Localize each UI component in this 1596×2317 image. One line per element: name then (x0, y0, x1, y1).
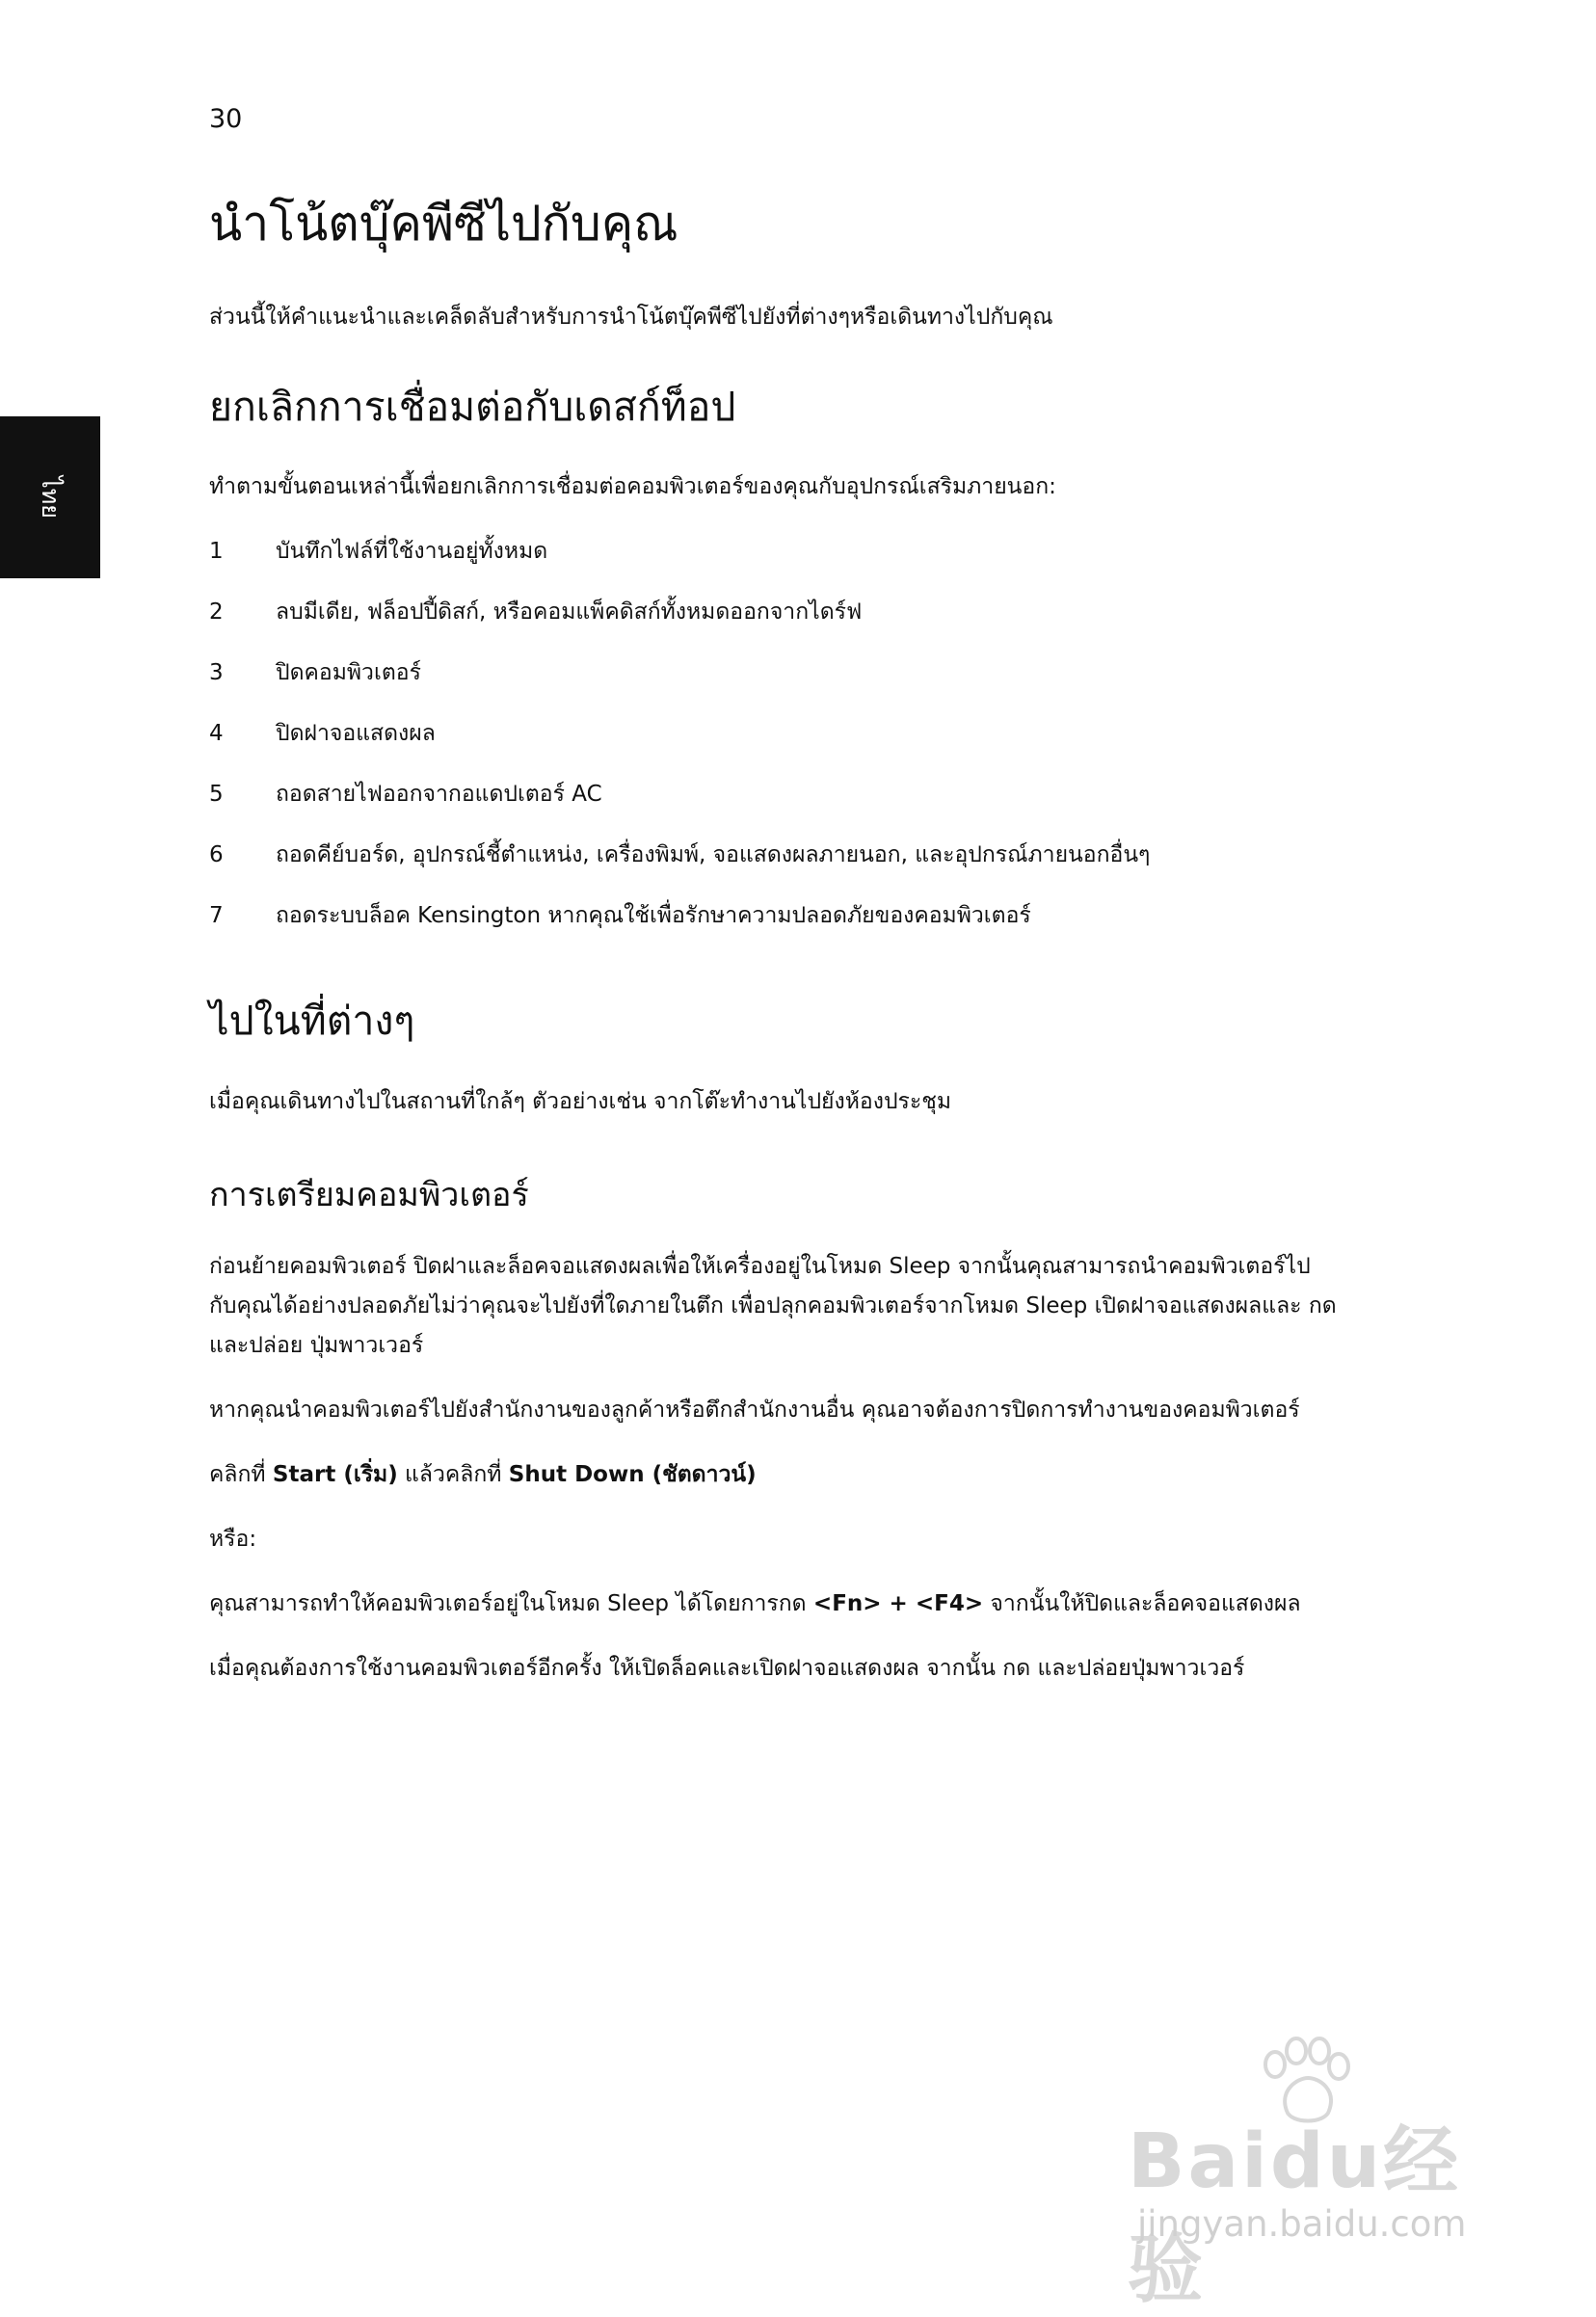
page-content (209, 193, 1337, 1714)
page-number: 30 (209, 104, 243, 134)
step-number: 5 (209, 782, 224, 808)
step-text: ลบมีเดีย, ฟล็อปปี้ดิสก์, หรือคอมแพ็คดิสก์ทั้งหมดออกจากไดร์ฟ (276, 599, 863, 626)
step-number: 4 (209, 721, 224, 747)
resume-paragraph: เมื่อคุณต้องการใช้งานคอมพิวเตอร์อีกครั้ง ให้เปิดล็อคและเปิดฝาจอแสดงผล จากนั้น กด และปล่อยปุ่มพาวเวอร์ (209, 1655, 1245, 1681)
step-text: ปิดฝาจอแสดงผล (276, 721, 436, 747)
section-heading-disconnect: ยกเลิกการเชื่อมต่อกับเดสก์ท็อป (209, 384, 736, 430)
step-number: 2 (209, 599, 224, 626)
preparing-paragraph-2: หากคุณนำคอมพิวเตอร์ไปยังสำนักงานของลูกค้าหรือตึกสำนักงานอื่น คุณอาจต้องการปิดการทำงานของคอมพิวเตอร์ (209, 1397, 1300, 1423)
section-disconnect-intro: ทำตามขั้นตอนเหล่านี้เพื่อยกเลิกการเชื่อมต่อคอมพิวเตอร์ของคุณกับอุปกรณ์เสริมภายนอก: (209, 474, 1056, 500)
sleep-hotkey: <Fn> + <F4> (812, 1590, 984, 1616)
list-item (209, 896, 1337, 936)
preparing-paragraph-1: ก่อนย้ายคอมพิวเตอร์ ปิดฝาและล็อคจอแสดงผลเพื่อให้เครื่องอยู่ในโหมด Sleep จากนั้นคุณสามารถนำคอมพิวเตอร์ไปกับคุณได้อย่างปลอดภัยไม่ว่าคุณจะไปยังที่ใดภายในตึก เพื่อปลุกคอมพิวเตอร์จากโหมด Sleep เปิดฝาจอแสดงผลและ กด และปล่อย ปุ่มพาวเวอร์ (209, 1253, 1337, 1358)
baidu-watermark (1118, 2034, 1503, 2313)
step-text: ปิดคอมพิวเตอร์ (276, 660, 421, 686)
shutdown-instruction (209, 1455, 1337, 1495)
step-number: 7 (209, 903, 224, 929)
intro-paragraph: ส่วนนี้ให้คำแนะนำและเคล็ดลับสำหรับการนำโน้ตบุ๊คพีซีไปยังที่ต่างๆหรือเดินทางไปกับคุณ (209, 305, 1053, 330)
instruction-text: แล้วคลิกที่ (397, 1461, 509, 1487)
instruction-text: คุณสามารถทำให้คอมพิวเตอร์อยู่ในโหมด Sleep ได้โดยการกด (209, 1590, 813, 1616)
list-item (209, 775, 1337, 814)
list-item (209, 714, 1337, 754)
subsection-heading-preparing: การเตรียมคอมพิวเตอร์ (209, 1175, 529, 1214)
section-moving-intro: เมื่อคุณเดินทางไปในสถานที่ใกล้ๆ ตัวอย่างเช่น จากโต๊ะทำงานไปยังห้องประชุม (209, 1088, 952, 1114)
list-item (209, 653, 1337, 693)
step-text: ถอดคีย์บอร์ด, อุปกรณ์ชี้ตำแหน่ง, เครื่องพิมพ์, จอแสดงผลภายนอก, และอุปกรณ์ภายนอกอื่นๆ (276, 842, 1151, 868)
watermark-brand: Baidu经验 (1128, 2118, 1462, 2313)
shutdown-label: Shut Down (ชัตดาวน์) (508, 1461, 757, 1487)
list-item (209, 593, 1337, 632)
watermark-url: jingyan.baidu.com (1137, 2203, 1467, 2245)
sleep-instruction (209, 1585, 1337, 1624)
or-text: หรือ: (209, 1526, 257, 1552)
step-number: 6 (209, 842, 224, 868)
start-menu-label: Start (เริ่ม) (272, 1461, 398, 1487)
instruction-text: จากนั้นให้ปิดและล็อคจอแสดงผล (983, 1590, 1301, 1616)
list-item (209, 836, 1337, 875)
step-number: 1 (209, 539, 224, 565)
step-text: บันทึกไฟล์ที่ใช้งานอยู่ทั้งหมด (276, 539, 548, 565)
language-label: ไทย (37, 476, 65, 519)
step-text: ถอดสายไฟออกจากอแดปเตอร์ AC (276, 782, 602, 808)
list-item (209, 532, 1337, 572)
page-title: นำโน้ตบุ๊คพีซีไปกับคุณ (209, 196, 678, 252)
instruction-text: คลิกที่ (209, 1461, 273, 1487)
step-number: 3 (209, 660, 224, 686)
disconnect-steps-list (209, 532, 1337, 936)
language-side-tab (0, 416, 100, 578)
step-text: ถอดระบบล็อค Kensington หากคุณใช้เพื่อรักษาความปลอดภัยของคอมพิวเตอร์ (276, 903, 1031, 929)
section-heading-moving: ไปในที่ต่างๆ (209, 998, 415, 1045)
